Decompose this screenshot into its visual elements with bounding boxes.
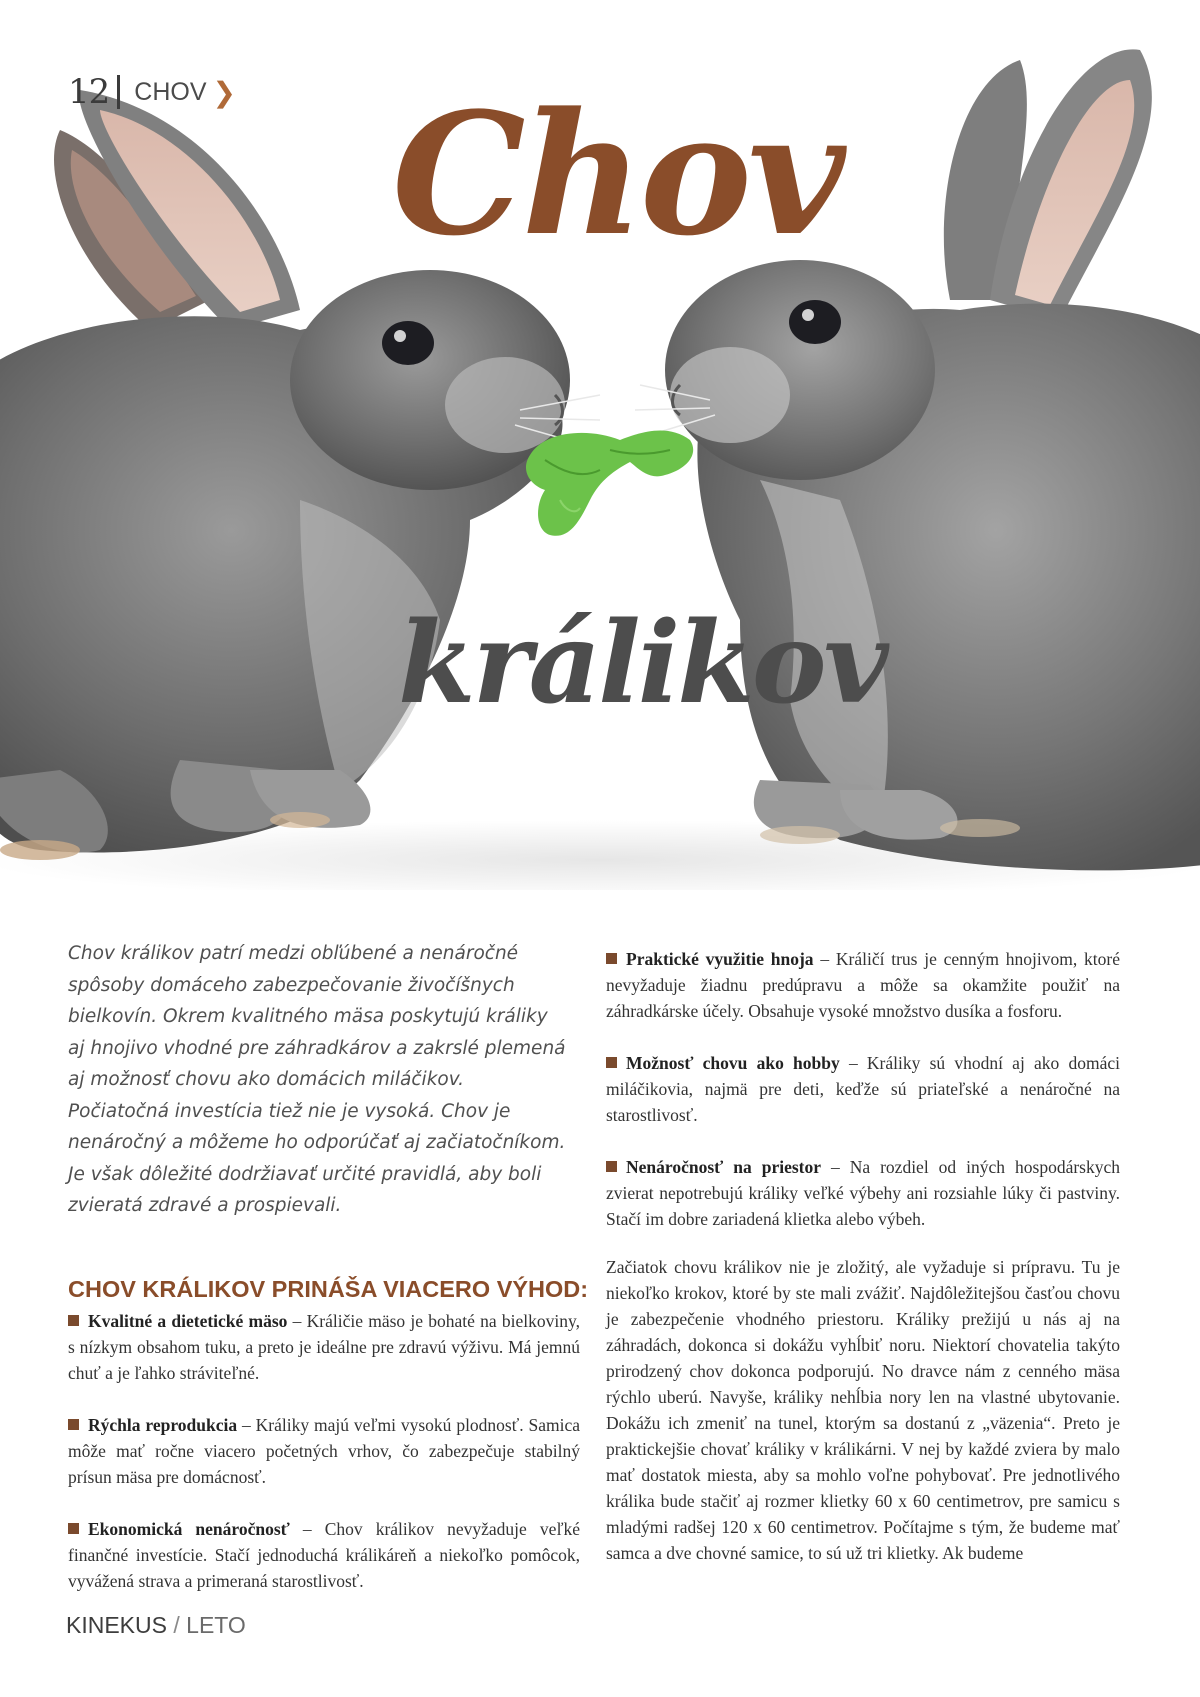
square-bullet-icon	[68, 1523, 79, 1534]
list-item	[606, 946, 1120, 1024]
list-item	[68, 1308, 580, 1386]
list-item	[606, 1050, 1120, 1128]
body-paragraph: Začiatok chovu králikov nie je zložitý, ale vyžaduje si prípravu. Tu je niekoľko krokov, ktoré by ste mali zvážiť. Najdôležitejšou časťou chovu je zabezpečenie vhodného priestoru. Králiky prežijú u nás aj na záhradách, dokonca si dokážu vyhĺbiť noru. Niektorí chovatelia takýto prirodzený chov dokonca podporujú. No dravce nám z cenného mäsa rýchlo uberú. Navyše, králiky nehĺbia nory len na vlastné ubytovanie. Dokážu ich zmeniť na tunel, ktorým sa dostanú z „väzenia“. Preto je praktickejšie chovať králiky v králikárni. V nej by každé zviera by malo mať dostatok miesta, aby sa mohlo voľne pohybovať. Pre jednotlivého králika bude stačiť aj rozmer klietky 60 x 60 centimetrov, pre samicu s mladými radšej 120 x 60 centimetrov. Počítajme s tým, že budeme mať samca a dve chovné samice, to sú už tri klietky. Ak budeme	[606, 1257, 1120, 1563]
item-title: Praktické využitie hnoja	[626, 949, 814, 969]
chevron-right-icon: ❯	[212, 75, 236, 109]
item-title: Možnosť chovu ako hobby	[626, 1053, 840, 1073]
item-text: – Králičí trus je cenným hnojivom, ktoré nevyžaduje žiadnu predúpravu a môže sa okamžite použiť na záhradkárske účely. Obsahuje vysoké množstvo dusíka a fosforu.	[606, 949, 1121, 1021]
list-item	[68, 1516, 580, 1594]
item-title: Ekonomická nenáročnosť	[88, 1519, 290, 1539]
item-title: Nenáročnosť na priestor	[626, 1157, 821, 1177]
issue-label: LETO	[186, 1612, 246, 1638]
intro-paragraph: Chov králikov patrí medzi obľúbené a nenáročné spôsoby domáceho zabezpečovanie živočíšnych bielkovín. Okrem kvalitného mäsa poskytujú králiky aj hnojivo vhodné pre záhradkárov a zakrslé plemená aj možnosť chovu ako domácich miláčikov. Počiatočná investícia tiež nie je vysoká. Chov je nenáročný a môžeme ho odporúčať aj začiatočníkom. Je však dôležité dodržiavať určité pravidlá, aby boli zvieratá zdravé a prospievali.	[68, 943, 566, 1216]
list-item	[68, 1412, 580, 1490]
square-bullet-icon	[606, 953, 617, 964]
list-item	[606, 1154, 1120, 1232]
header-divider	[117, 75, 120, 109]
item-text: – Na rozdiel od iných hospodárskych zvierat nepotrebujú králiky veľké výbehy ani rozsiahle lúky či pastviny. Stačí im dobre zariadená klietka alebo výbeh.	[606, 1157, 1120, 1229]
item-text: – Králičie mäso je bohaté na bielkoviny, s nízkym obsahom tuku, a preto je ideálne pre zdravú výživu. Má jemnú chuť a je ľahko stráviteľné.	[68, 1311, 580, 1383]
item-text: – Králiky sú vhodní aj ako domáci miláčikovia, najmä pre deti, keďže sú priateľské a nenáročné na starostlivosť.	[606, 1053, 1121, 1125]
page-header	[68, 72, 236, 112]
advantages-heading: CHOV KRÁLIKOV PRINÁŠA VIACERO VÝHOD:	[68, 1276, 589, 1302]
square-bullet-icon	[606, 1057, 617, 1068]
item-title: Kvalitné a dietetické mäso	[88, 1311, 288, 1331]
square-bullet-icon	[68, 1315, 79, 1326]
page-footer	[66, 1612, 246, 1639]
section-label: CHOV	[134, 77, 207, 106]
title-line-2: králikov	[398, 598, 886, 729]
item-text: – Králiky majú veľmi vysokú plodnosť. Samica môže mať ročne viacero početných vrhov, čo zabezpečuje stabilný prísun mäsa pre domácnosť.	[68, 1415, 580, 1487]
square-bullet-icon	[68, 1419, 79, 1430]
advantages-list-right	[606, 946, 1120, 1232]
title-line-1: Chov	[392, 75, 842, 273]
page-number: 12	[68, 72, 110, 112]
magazine-name: KINEKUS	[66, 1612, 167, 1638]
item-title: Rýchla reprodukcia	[88, 1415, 238, 1435]
item-text: – Chov králikov nevyžaduje veľké finančné investície. Stačí jednoduchá králikáreň a niekoľko pomôcok, vyvážená strava a primeraná starostlivosť.	[68, 1519, 580, 1591]
advantages-list-left	[68, 1308, 580, 1594]
square-bullet-icon	[606, 1161, 617, 1172]
footer-separator: /	[173, 1612, 180, 1638]
leaf-icon	[526, 431, 693, 536]
